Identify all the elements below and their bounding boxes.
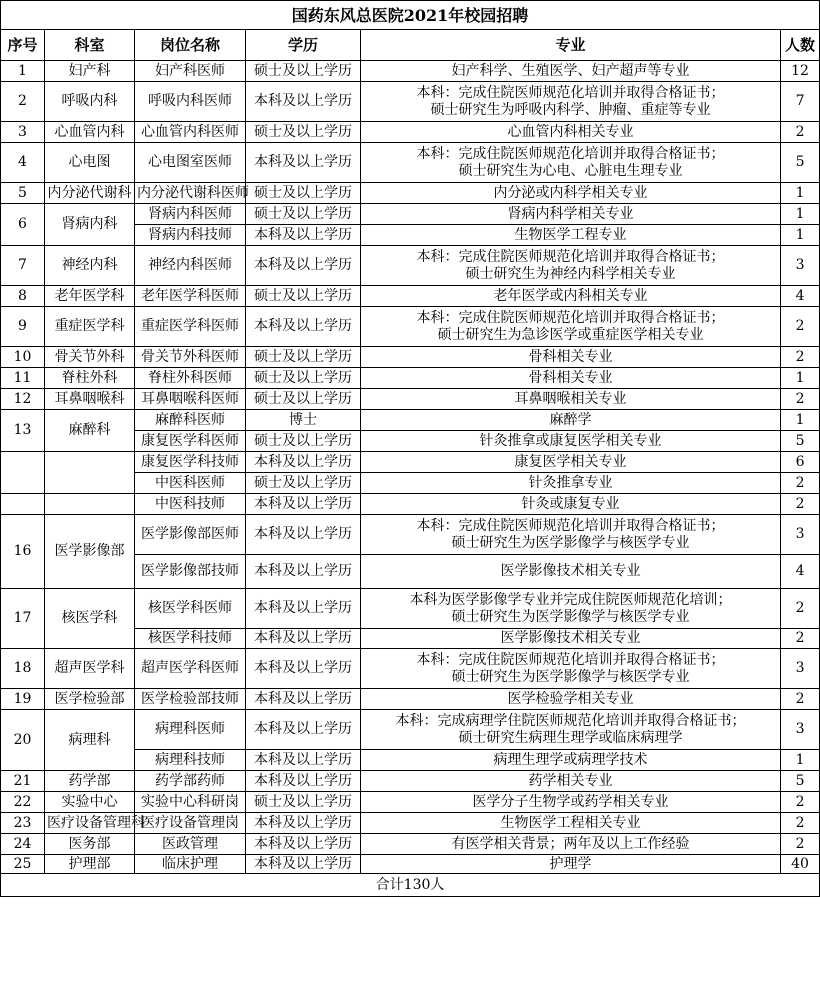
cell-count: 1 xyxy=(781,225,820,246)
cell-education: 本科及以上学历 xyxy=(246,143,361,183)
cell-position: 临床护理 xyxy=(135,855,246,874)
table-row xyxy=(1,204,820,225)
cell-seq: 7 xyxy=(1,246,45,286)
major-line: 硕士研究生为医学影像学与核医学专业 xyxy=(451,608,690,625)
cell-education: 硕士及以上学历 xyxy=(246,473,361,494)
cell-position: 中医科技师 xyxy=(135,494,246,515)
cell-dept: 病理科 xyxy=(45,710,135,771)
cell-position: 麻醉科医师 xyxy=(135,410,246,431)
cell-dept: 老年医学科 xyxy=(45,286,135,307)
major-line: 本科：完成住院医师规范化培训并取得合格证书； xyxy=(416,517,725,534)
table-row xyxy=(1,82,820,122)
cell-count: 2 xyxy=(781,589,820,629)
cell-dept: 心血管内科 xyxy=(45,122,135,143)
table-row xyxy=(1,589,820,629)
cell-count: 1 xyxy=(781,410,820,431)
cell-dept: 药学部 xyxy=(45,771,135,792)
cell-major xyxy=(361,710,781,750)
cell-position: 心电图室医师 xyxy=(135,143,246,183)
cell-position: 耳鼻咽喉科医师 xyxy=(135,389,246,410)
cell-count: 1 xyxy=(781,204,820,225)
major-line: 本科：完成住院医师规范化培训并取得合格证书； xyxy=(416,248,725,265)
cell-education: 本科及以上学历 xyxy=(246,649,361,689)
cell-count: 2 xyxy=(781,122,820,143)
cell-education: 硕士及以上学历 xyxy=(246,347,361,368)
cell-major xyxy=(361,368,781,389)
cell-dept: 核医学科 xyxy=(45,589,135,649)
cell-count: 6 xyxy=(781,452,820,473)
cell-dept: 医学检验部 xyxy=(45,689,135,710)
table-row xyxy=(1,307,820,347)
major-line: 医学检验学相关专业 xyxy=(507,690,634,707)
major-line: 肾病内科学相关专业 xyxy=(507,205,634,222)
table-title: 国药东风总医院2021年校园招聘 xyxy=(1,1,820,30)
major-line: 老年医学或内科相关专业 xyxy=(493,287,648,304)
cell-seq: 21 xyxy=(1,771,45,792)
cell-seq: 20 xyxy=(1,710,45,771)
cell-position: 医学影像部医师 xyxy=(135,515,246,555)
cell-seq: 13 xyxy=(1,410,45,452)
cell-major xyxy=(361,792,781,813)
cell-seq: 19 xyxy=(1,689,45,710)
major-line: 生物医学工程专业 xyxy=(514,226,627,243)
header-dept: 科室 xyxy=(45,30,135,61)
cell-position: 肾病内科技师 xyxy=(135,225,246,246)
major-line: 病理生理学或病理学技术 xyxy=(493,751,648,768)
table-row xyxy=(1,792,820,813)
major-line: 硕士研究生为心电、心脏电生理专业 xyxy=(458,162,683,179)
cell-major xyxy=(361,122,781,143)
cell-major xyxy=(361,689,781,710)
cell-education: 硕士及以上学历 xyxy=(246,183,361,204)
cell-education: 硕士及以上学历 xyxy=(246,792,361,813)
cell-dept: 妇产科 xyxy=(45,61,135,82)
cell-seq: 8 xyxy=(1,286,45,307)
cell-major xyxy=(361,649,781,689)
cell-major xyxy=(361,473,781,494)
cell-count: 1 xyxy=(781,368,820,389)
cell-dept: 神经内科 xyxy=(45,246,135,286)
major-line: 本科为医学影像学专业并完成住院医师规范化培训； xyxy=(409,591,732,608)
major-line: 硕士研究生为医学影像学与核医学专业 xyxy=(451,668,690,685)
major-line: 麻醉学 xyxy=(549,411,592,428)
cell-major xyxy=(361,143,781,183)
major-line: 生物医学工程相关专业 xyxy=(500,814,641,831)
title-row xyxy=(1,1,820,30)
cell-position: 重症医学科医师 xyxy=(135,307,246,347)
table-row xyxy=(1,286,820,307)
header-count: 人数 xyxy=(781,30,820,61)
table-row xyxy=(1,122,820,143)
cell-dept: 护理部 xyxy=(45,855,135,874)
cell-seq: 25 xyxy=(1,855,45,874)
cell-major xyxy=(361,855,781,874)
cell-count: 2 xyxy=(781,629,820,649)
cell-position: 超声医学科医师 xyxy=(135,649,246,689)
cell-education: 本科及以上学历 xyxy=(246,494,361,515)
cell-dept: 医务部 xyxy=(45,834,135,855)
major-line: 耳鼻咽喉相关专业 xyxy=(514,390,627,407)
cell-education: 本科及以上学历 xyxy=(246,246,361,286)
table-row xyxy=(1,813,820,834)
total-count: 合计130人 xyxy=(1,874,820,897)
cell-count: 2 xyxy=(781,689,820,710)
cell-position: 中医科医师 xyxy=(135,473,246,494)
cell-dept: 骨关节外科 xyxy=(45,347,135,368)
cell-seq: 11 xyxy=(1,368,45,389)
cell-dept: 超声医学科 xyxy=(45,649,135,689)
major-line: 硕士研究生为医学影像学与核医学专业 xyxy=(451,534,690,551)
cell-position: 老年医学科医师 xyxy=(135,286,246,307)
table-row xyxy=(1,246,820,286)
cell-education: 本科及以上学历 xyxy=(246,629,361,649)
cell-seq: 18 xyxy=(1,649,45,689)
cell-education: 本科及以上学历 xyxy=(246,710,361,750)
cell-education: 本科及以上学历 xyxy=(246,225,361,246)
cell-dept: 心电图 xyxy=(45,143,135,183)
cell-seq: 10 xyxy=(1,347,45,368)
cell-seq: 22 xyxy=(1,792,45,813)
cell-education: 本科及以上学历 xyxy=(246,750,361,771)
cell-education: 本科及以上学历 xyxy=(246,589,361,629)
major-line: 本科：完成住院医师规范化培训并取得合格证书； xyxy=(416,145,725,162)
major-line: 针灸推拿专业 xyxy=(528,474,613,491)
table-row xyxy=(1,368,820,389)
table-row xyxy=(1,494,820,515)
cell-seq: 16 xyxy=(1,515,45,589)
cell-seq: 4 xyxy=(1,143,45,183)
cell-dept xyxy=(45,452,135,494)
cell-education: 本科及以上学历 xyxy=(246,771,361,792)
table-row xyxy=(1,183,820,204)
cell-seq: 3 xyxy=(1,122,45,143)
major-line: 硕士研究生为神经内科学相关专业 xyxy=(465,265,676,282)
cell-position: 康复医学科医师 xyxy=(135,431,246,452)
major-line: 护理学 xyxy=(549,855,592,872)
cell-major xyxy=(361,183,781,204)
major-line: 药学相关专业 xyxy=(528,772,613,789)
major-line: 心血管内科相关专业 xyxy=(507,123,634,140)
table-row xyxy=(1,834,820,855)
cell-major xyxy=(361,389,781,410)
cell-education: 硕士及以上学历 xyxy=(246,286,361,307)
cell-education: 本科及以上学历 xyxy=(246,813,361,834)
cell-dept: 内分泌代谢科 xyxy=(45,183,135,204)
cell-position: 康复医学科技师 xyxy=(135,452,246,473)
cell-major xyxy=(361,225,781,246)
table-row xyxy=(1,410,820,431)
cell-position: 医学检验部技师 xyxy=(135,689,246,710)
cell-count: 4 xyxy=(781,286,820,307)
major-line: 本科：完成住院医师规范化培训并取得合格证书； xyxy=(416,651,725,668)
major-line: 医学影像技术相关专业 xyxy=(500,630,641,646)
cell-count: 1 xyxy=(781,183,820,204)
cell-education: 硕士及以上学历 xyxy=(246,368,361,389)
table-row xyxy=(1,855,820,874)
cell-education: 硕士及以上学历 xyxy=(246,389,361,410)
table-row xyxy=(1,689,820,710)
cell-position: 核医学科技师 xyxy=(135,629,246,649)
cell-major xyxy=(361,813,781,834)
cell-major xyxy=(361,82,781,122)
cell-education: 本科及以上学历 xyxy=(246,82,361,122)
major-line: 骨科相关专业 xyxy=(528,369,613,386)
cell-seq: 12 xyxy=(1,389,45,410)
cell-count: 5 xyxy=(781,771,820,792)
header-row xyxy=(1,30,820,61)
cell-dept: 肾病内科 xyxy=(45,204,135,246)
header-position: 岗位名称 xyxy=(135,30,246,61)
cell-dept: 医疗设备管理科 xyxy=(45,813,135,834)
cell-major xyxy=(361,589,781,629)
cell-major xyxy=(361,347,781,368)
cell-position: 呼吸内科医师 xyxy=(135,82,246,122)
table-row xyxy=(1,389,820,410)
cell-major xyxy=(361,750,781,771)
major-line: 本科：完成住院医师规范化培训并取得合格证书； xyxy=(416,84,725,101)
cell-count: 2 xyxy=(781,307,820,347)
cell-major xyxy=(361,771,781,792)
cell-education: 硕士及以上学历 xyxy=(246,122,361,143)
cell-position: 肾病内科医师 xyxy=(135,204,246,225)
table-row xyxy=(1,347,820,368)
cell-major xyxy=(361,410,781,431)
cell-seq: 1 xyxy=(1,61,45,82)
cell-count: 3 xyxy=(781,710,820,750)
cell-education: 本科及以上学历 xyxy=(246,855,361,874)
cell-major xyxy=(361,629,781,649)
major-line: 硕士研究生为呼吸内科学、肿瘤、重症等专业 xyxy=(430,101,711,118)
cell-position: 骨关节外科医师 xyxy=(135,347,246,368)
cell-position: 心血管内科医师 xyxy=(135,122,246,143)
major-line: 本科：完成病理学住院医师规范化培训并取得合格证书； xyxy=(395,712,746,729)
cell-dept: 重症医学科 xyxy=(45,307,135,347)
cell-count: 2 xyxy=(781,473,820,494)
cell-seq xyxy=(1,494,45,515)
major-line: 医学分子生物学或药学相关专业 xyxy=(472,793,669,810)
cell-education: 本科及以上学历 xyxy=(246,452,361,473)
cell-count: 4 xyxy=(781,555,820,589)
cell-position: 医疗设备管理岗 xyxy=(135,813,246,834)
cell-position: 妇产科医师 xyxy=(135,61,246,82)
cell-major xyxy=(361,452,781,473)
major-line: 本科：完成住院医师规范化培训并取得合格证书； xyxy=(416,309,725,326)
major-line: 内分泌或内科学相关专业 xyxy=(493,184,648,201)
table-row xyxy=(1,771,820,792)
cell-major xyxy=(361,286,781,307)
cell-count: 5 xyxy=(781,431,820,452)
cell-major xyxy=(361,431,781,452)
cell-education: 本科及以上学历 xyxy=(246,689,361,710)
table-row xyxy=(1,143,820,183)
cell-major xyxy=(361,61,781,82)
total-row xyxy=(1,874,820,897)
cell-education: 博士 xyxy=(246,410,361,431)
cell-major xyxy=(361,555,781,589)
cell-dept: 脊柱外科 xyxy=(45,368,135,389)
cell-education: 本科及以上学历 xyxy=(246,834,361,855)
major-line: 骨科相关专业 xyxy=(528,348,613,365)
cell-major xyxy=(361,246,781,286)
cell-education: 硕士及以上学历 xyxy=(246,204,361,225)
cell-seq: 23 xyxy=(1,813,45,834)
cell-count: 7 xyxy=(781,82,820,122)
cell-count: 1 xyxy=(781,750,820,771)
major-line: 康复医学相关专业 xyxy=(514,453,627,470)
cell-seq: 9 xyxy=(1,307,45,347)
table-row xyxy=(1,710,820,750)
cell-major xyxy=(361,515,781,555)
cell-position: 实验中心科研岗 xyxy=(135,792,246,813)
cell-dept: 耳鼻咽喉科 xyxy=(45,389,135,410)
cell-count: 2 xyxy=(781,494,820,515)
cell-dept: 医学影像部 xyxy=(45,515,135,589)
cell-position: 病理科技师 xyxy=(135,750,246,771)
cell-education: 本科及以上学历 xyxy=(246,307,361,347)
major-line: 有医学相关背景；两年及以上工作经验 xyxy=(451,835,690,852)
cell-position: 医学影像部技师 xyxy=(135,555,246,589)
cell-seq: 2 xyxy=(1,82,45,122)
table-row xyxy=(1,649,820,689)
table-row xyxy=(1,452,820,473)
cell-position: 医政管理 xyxy=(135,834,246,855)
cell-count: 3 xyxy=(781,515,820,555)
table-row xyxy=(1,61,820,82)
cell-count: 40 xyxy=(781,855,820,874)
header-education: 学历 xyxy=(246,30,361,61)
cell-position: 病理科医师 xyxy=(135,710,246,750)
cell-seq: 6 xyxy=(1,204,45,246)
major-line: 硕士研究生为急诊医学或重症医学相关专业 xyxy=(437,326,704,343)
major-line: 硕士研究生病理生理学或临床病理学 xyxy=(458,729,683,746)
cell-education: 硕士及以上学历 xyxy=(246,61,361,82)
cell-major xyxy=(361,307,781,347)
cell-seq: 5 xyxy=(1,183,45,204)
major-line: 针灸或康复专业 xyxy=(521,495,620,512)
major-line: 医学影像技术相关专业 xyxy=(500,563,641,579)
cell-count: 2 xyxy=(781,389,820,410)
cell-education: 硕士及以上学历 xyxy=(246,431,361,452)
cell-count: 3 xyxy=(781,649,820,689)
cell-position: 药学部药师 xyxy=(135,771,246,792)
cell-count: 2 xyxy=(781,834,820,855)
cell-seq xyxy=(1,452,45,494)
major-line: 妇产科学、生殖医学、妇产超声等专业 xyxy=(451,62,690,79)
cell-education: 本科及以上学历 xyxy=(246,555,361,589)
cell-major xyxy=(361,834,781,855)
cell-count: 2 xyxy=(781,792,820,813)
header-seq: 序号 xyxy=(1,30,45,61)
cell-position: 脊柱外科医师 xyxy=(135,368,246,389)
cell-count: 2 xyxy=(781,347,820,368)
cell-position: 核医学科医师 xyxy=(135,589,246,629)
header-major: 专业 xyxy=(361,30,781,61)
cell-count: 5 xyxy=(781,143,820,183)
cell-position: 神经内科医师 xyxy=(135,246,246,286)
cell-major xyxy=(361,204,781,225)
cell-count: 2 xyxy=(781,813,820,834)
cell-seq: 24 xyxy=(1,834,45,855)
cell-position: 内分泌代谢科医师 xyxy=(135,183,246,204)
cell-dept xyxy=(45,494,135,515)
cell-count: 12 xyxy=(781,61,820,82)
cell-dept: 麻醉科 xyxy=(45,410,135,452)
cell-count: 3 xyxy=(781,246,820,286)
major-line: 针灸推拿或康复医学相关专业 xyxy=(479,432,662,449)
cell-education: 本科及以上学历 xyxy=(246,515,361,555)
table-row xyxy=(1,515,820,555)
cell-dept: 呼吸内科 xyxy=(45,82,135,122)
cell-seq: 17 xyxy=(1,589,45,649)
cell-major xyxy=(361,494,781,515)
cell-dept: 实验中心 xyxy=(45,792,135,813)
